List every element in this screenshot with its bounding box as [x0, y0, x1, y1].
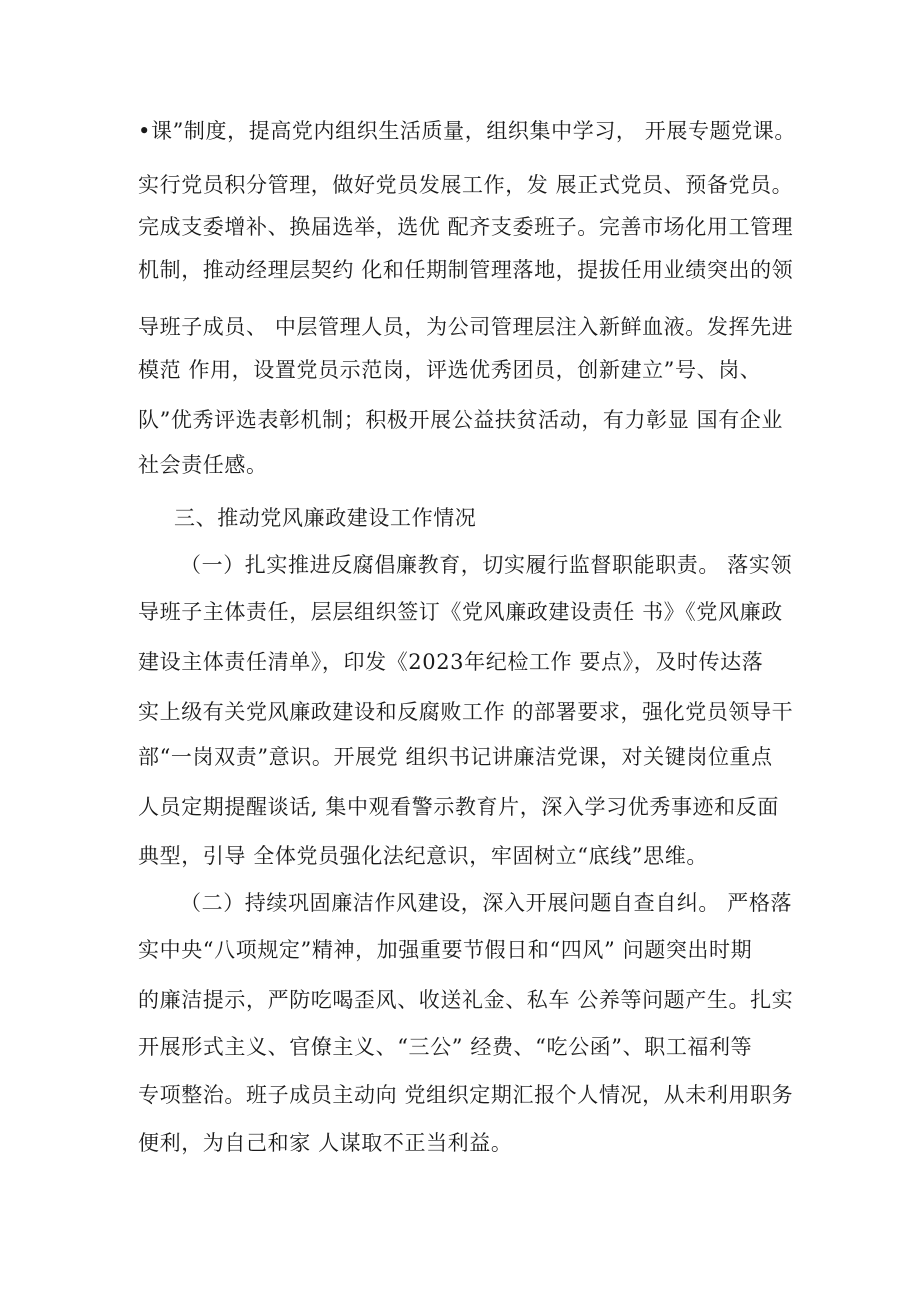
subsection-heading: （二）持续巩固廉洁作风建设，深入开展问题自查自纠。 严格落 [180, 891, 793, 915]
subsection-heading: （一）扎实推进反腐倡廉教育，切实履行监督职能职责。 落实领 [180, 553, 793, 577]
text-line: 实行党员积分管理，做好党员发展工作，发 展正式党员、预备党员。 [138, 173, 794, 197]
text-line: •课”制度，提高党内组织生活质量，组织集中学习， 开展专题党课。 [138, 119, 796, 143]
text-line: 机制，推动经理层契约 化和任期制管理落地，提拔任用业绩突出的领 [138, 258, 794, 282]
text-line: 模范 作用，设置党员示范岗，评选优秀团员，创新建立”号、岗、 [138, 358, 762, 382]
text-line: 人员定期提醒谈话, 集中观看警示教育片，深入学习优秀事迹和反面 [138, 795, 779, 819]
text-line: 队”优秀评选表彰机制；积极开展公益扶贫活动，有力彰显 国有企业 [138, 408, 784, 432]
text-line: 实上级有关党风廉政建设和反腐败工作 的部署要求，强化党员领导干 [138, 700, 794, 724]
text-line: 导班子成员、 中层管理人员，为公司管理层注入新鲜血液。发挥先进 [138, 315, 794, 339]
text-line: 专项整治。班子成员主动向 党组织定期汇报个人情况，从未利用职务 [138, 1083, 794, 1107]
text-line: 社会责任感。 [138, 453, 268, 477]
text-line: 典型，引导 全体党员强化法纪意识，牢固树立“底线”思维。 [138, 844, 708, 868]
text-line: 部“一岗双责”意识。开展党 组织书记讲廉洁党课，对关键岗位重点 [138, 745, 773, 769]
text-line: 实中央“八项规定”精神，加强重要节假日和“四风” 问题突出时期 [138, 938, 753, 962]
text-line: 的廉洁提示，严防吃喝歪风、收送礼金、私车 公养等问题产生。扎实 [138, 988, 794, 1012]
text-line: 便利，为自己和家 人谋取不正当利益。 [138, 1131, 513, 1155]
section-heading: 三、推动党风廉政建设工作情况 [174, 506, 477, 530]
text-line: 建设主体责任清单》，印发《2023年纪检工作 要点》，及时传达落 [138, 650, 764, 674]
text-line: 完成支委增补、换届选举，选优 配齐支委班子。完善市场化用工管理 [138, 215, 794, 239]
text-line: 开展形式主义、官僚主义、“三公” 经费、“吃公函”、职工福利等 [138, 1035, 753, 1059]
text-line: 导班子主体责任，层层组织签订《党风廉政建设责任 书》《党风廉政 [138, 600, 783, 624]
